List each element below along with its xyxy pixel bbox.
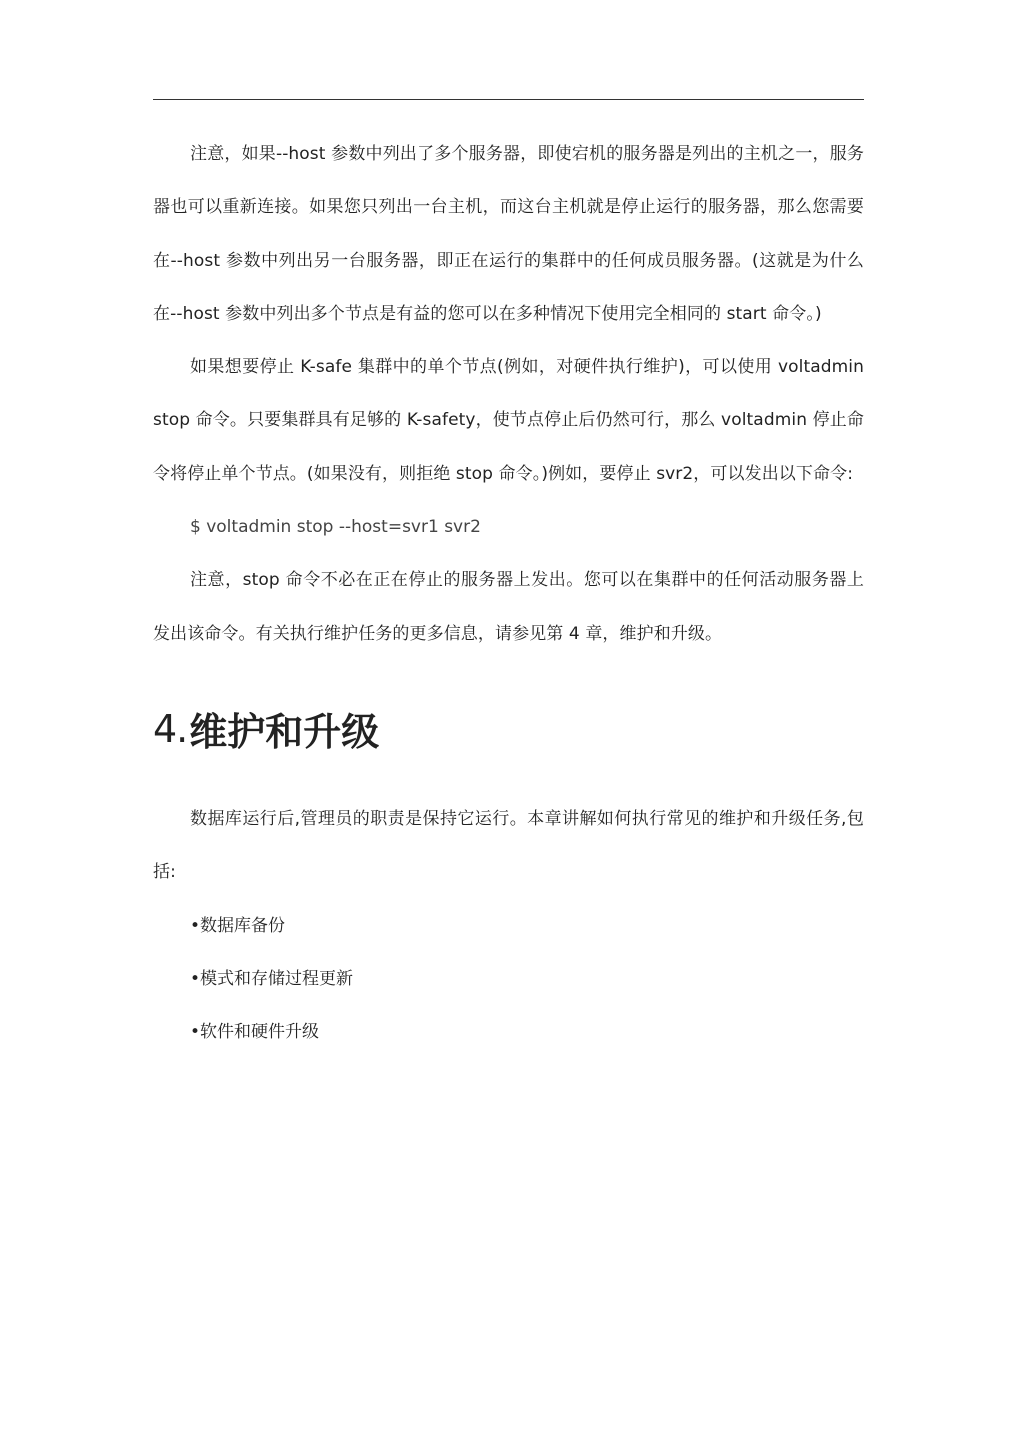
code-example: $ voltadmin stop --host=svr1 svr2 xyxy=(190,517,481,538)
bullet-item: •软件和硬件升级 xyxy=(190,1022,320,1043)
document-body xyxy=(153,128,864,1059)
paragraph-host-reconnect: 注意，如果--host 参数中列出了多个服务器，即使宕机的服务器是列出的主机之一，服务器也可以重新连接。如果您只列出一台主机，而这台主机就是停止运行的服务器，那么您需要在--host 参数中列出另一台服务器，即正在运行的集群中的任何成员服务器。(这就是为什么在--host 参数中列出多个节点是有益的您可以在多种情况下使用完全相同的 start 命令。) xyxy=(153,144,864,324)
header-rule xyxy=(153,99,864,100)
chapter-title: 维护和升级 xyxy=(189,710,380,755)
paragraph-stop-note: 注意，stop 命令不必在正在停止的服务器上发出。您可以在集群中的任何活动服务器上发出该命令。有关执行维护任务的更多信息，请参见第 4 章，维护和升级。 xyxy=(153,570,864,644)
paragraph-stop-node: 如果想要停止 K-safe 集群中的单个节点(例如，对硬件执行维护)，可以使用 voltadmin stop 命令。只要集群具有足够的 K-safety，使节点停止后仍然可行，那么 voltadmin 停止命令将停止单个节点。(如果没有，则拒绝 stop 命令。)例如，要停止 svr2，可以发出以下命令: xyxy=(153,357,864,484)
bullet-item: •模式和存储过程更新 xyxy=(190,968,354,989)
chapter-heading xyxy=(153,683,864,775)
bullet-item: •数据库备份 xyxy=(190,915,286,936)
chapter-number: 4. xyxy=(153,706,188,751)
chapter-intro: 数据库运行后,管理员的职责是保持它运行。本章讲解如何执行常见的维护和升级任务,包括: xyxy=(153,808,864,883)
